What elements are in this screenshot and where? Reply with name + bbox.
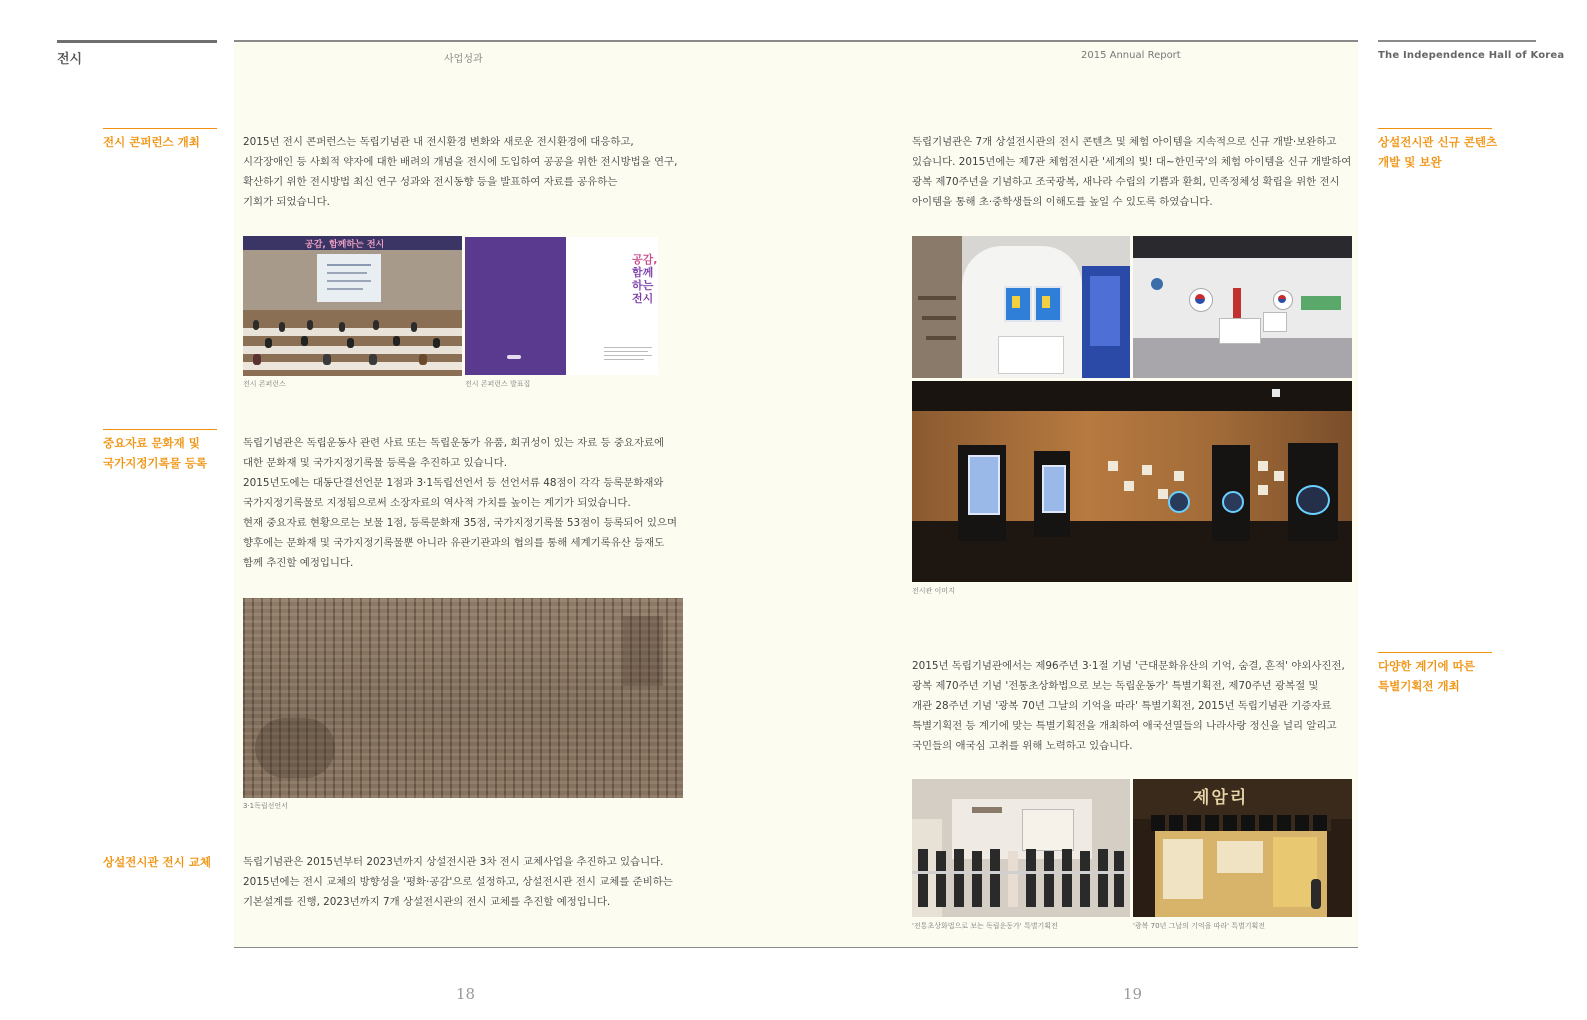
section-tag: 전시 [57, 52, 83, 67]
header-right-title: 2015 Annual Report [1081, 50, 1181, 61]
jeamri-exhibit-photo [1133, 779, 1352, 917]
book-title [632, 253, 657, 305]
page-number-left: 18 [456, 985, 476, 1003]
text-line: 2015년도에는 대동단결선언문 1점과 3·1독립선언서 등 선언서류 48점이 각각 등록문화재와 [243, 477, 664, 489]
side-title-registry [103, 433, 207, 473]
paragraph-conference [243, 132, 677, 212]
text-line: 아이템을 통해 초·중학생들의 이해도를 높일 수 있도록 하였습니다. [912, 196, 1213, 208]
text-line: 대한 문화재 및 국가지정기록물 등록을 추진하고 있습니다. [243, 457, 508, 469]
side-title-rule [1378, 652, 1492, 653]
text-line: 있습니다. 2015년에는 제7관 체험전시관 '세계의 빛! 대~한민국'의 체험 아이템을 신규 개발하여 [912, 156, 1352, 168]
text-line: 함께 추진할 예정입니다. [243, 557, 354, 569]
text-line: 국민들의 애국심 고취를 위해 노력하고 있습니다. [912, 740, 1133, 752]
side-title-contents [1378, 132, 1497, 172]
text-line: 2015년 전시 콘퍼런스는 독립기념관 내 전시환경 변화와 새로운 전시환경에 대응하고, [243, 136, 634, 148]
text-line: 기본설계를 진행, 2023년까지 7개 상설전시관의 전시 교체를 추진할 예정입니다. [243, 896, 611, 908]
ribbon-cutting-photo [912, 779, 1130, 917]
title-line: 다양한 계기에 따른 [1378, 659, 1475, 673]
publisher-rule [1378, 40, 1536, 42]
side-title-rule [103, 429, 217, 430]
paragraph-special [912, 656, 1345, 756]
book-title-line: 함께 [632, 266, 654, 279]
caption-special-2: '광복 70년 그날의 기억을 따라' 특별기획전 [1133, 922, 1266, 930]
text-line: 독립기념관은 2015년부터 2023년까지 상설전시관 3차 전시 교체사업을 추진하고 있습니다. [243, 856, 664, 868]
header-left-title: 사업성과 [444, 54, 483, 65]
text-line: 독립기념관은 독립운동사 관련 사료 또는 독립운동가 유품, 희귀성이 있는 자료 등 중요자료에 [243, 437, 665, 449]
text-line: 2015년 독립기념관에서는 제96주년 3·1절 기념 '근대문화유산의 기억, 숨결, 흔적' 야외사진전, [912, 660, 1345, 672]
caption-exhibit: 전시관 이미지 [912, 587, 955, 595]
paragraph-contents [912, 132, 1351, 212]
text-line: 2015년에는 전시 교체의 방향성을 '평화·공감'으로 설정하고, 상설전시관 전시 교체를 준비하는 [243, 876, 673, 888]
text-line: 시각장애인 등 사회적 약자에 대한 배려의 개념을 전시에 도입하여 공공을 위한 전시방법을 연구, [243, 156, 678, 168]
side-title-special [1378, 656, 1475, 696]
text-line: 확산하기 위한 전시방법 최신 연구 성과와 전시동향 등을 발표하여 자료를 공유하는 [243, 176, 618, 188]
conference-photo [243, 236, 462, 376]
bottom-rule [234, 947, 1358, 948]
text-line: 기회가 되었습니다. [243, 196, 330, 208]
side-title-rule [103, 128, 217, 129]
projection-screen [317, 254, 381, 302]
text-line: 개관 28주년 기념 '광복 70년 그날의 기억을 따라' 특별기획전, 2015년 독립기념관 기증자료 [912, 700, 1332, 712]
side-title-replacement: 상설전시관 전시 교체 [103, 855, 211, 869]
text-line: 현재 중요자료 현황으로는 보물 1점, 등록문화재 35점, 국가지정기록물 53점이 등록되어 있으며 [243, 517, 678, 529]
banner-text: 공감, 함께하는 전시 [305, 240, 385, 250]
declaration-document-image [243, 598, 683, 798]
section-rule [57, 40, 217, 43]
title-line: 중요자료 문화재 및 [103, 436, 200, 450]
exhibit-kiosk-photo [912, 236, 1130, 378]
proceedings-book-back [566, 237, 658, 375]
publisher-name: The Independence Hall of Korea [1378, 50, 1565, 61]
exhibit-hall-photo [912, 381, 1352, 582]
book-title-line: 하는 [632, 279, 654, 292]
title-line: 상설전시관 신규 콘텐츠 [1378, 135, 1498, 149]
paragraph-registry [243, 433, 677, 573]
paragraph-replacement [243, 852, 673, 912]
text-line: 광복 제70주년 기념 '전통초상화법으로 보는 독립운동가' 특별기획전, 제70주년 광복절 및 [912, 680, 1319, 692]
caption-conference: 전시 콘퍼런스 [243, 380, 286, 388]
caption-special-1: '전통초상화법으로 보는 독립운동가' 특별기획전 [912, 922, 1058, 930]
book-title-line: 공감, [632, 253, 658, 266]
text-line: 향후에는 문화재 및 국가지정기록물뿐 아니라 유관기관과의 협의를 통해 세계기록유산 등재도 [243, 537, 665, 549]
side-title-conference: 전시 콘퍼런스 개최 [103, 135, 200, 149]
text-line: 특별기획전 등 계기에 맞는 특별기획전을 개최하여 애국선열들의 나라사랑 정신을 널리 알리고 [912, 720, 1337, 732]
proceedings-book-cover [465, 237, 566, 375]
title-line: 개발 및 보완 [1378, 155, 1442, 169]
exhibit-flag-photo [1133, 236, 1352, 378]
caption-declaration: 3·1독립선언서 [243, 802, 288, 810]
text-line: 국가지정기록물로 지정됨으로써 소장자료의 역사적 가치를 높이는 계기가 되었습니다. [243, 497, 631, 509]
page-number-right: 19 [1123, 985, 1143, 1003]
title-line: 특별기획전 개최 [1378, 679, 1460, 693]
side-title-rule [1378, 128, 1492, 129]
text-line: 독립기념관은 7개 상설전시관의 전시 콘텐츠 및 체험 아이템을 지속적으로 신규 개발·보완하고 [912, 136, 1337, 148]
title-line: 국가지정기록물 등록 [103, 456, 207, 470]
top-rule [234, 40, 1358, 42]
caption-proceedings: 전시 콘퍼런스 발표집 [465, 380, 531, 388]
book-title-line: 전시 [632, 292, 654, 305]
exhibit-sign-text: 제암리 [1193, 788, 1249, 808]
text-line: 광복 제70주년을 기념하고 조국광복, 새나라 수립의 기쁨과 환희, 민족정체성 확립을 위한 전시 [912, 176, 1340, 188]
